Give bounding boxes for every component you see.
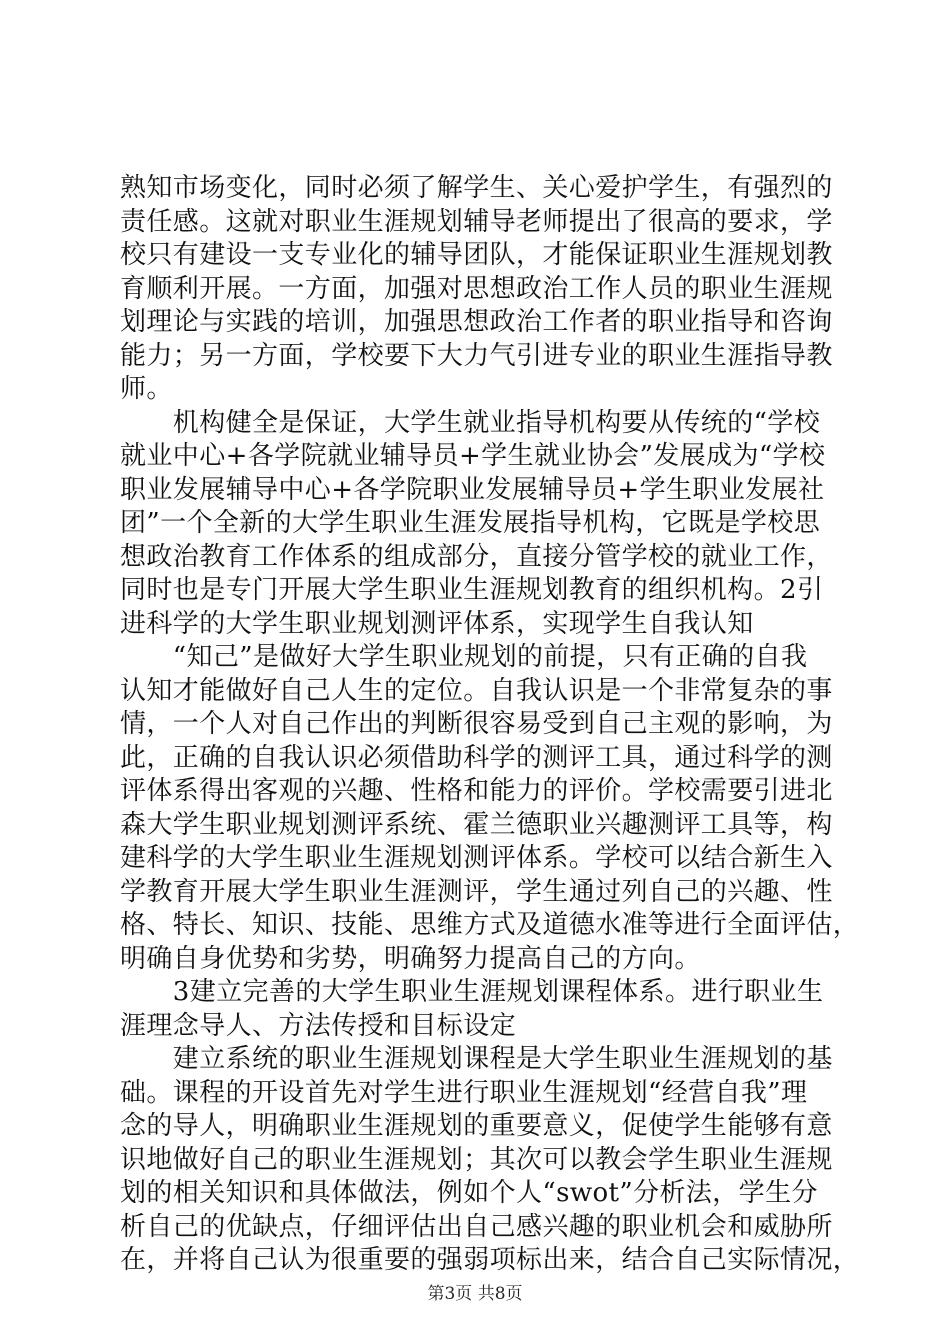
text-line: 校只有建设一支专业化的辅导团队，才能保证职业生涯规划教 bbox=[120, 240, 833, 270]
text-line: 建科学的大学生职业生涯规划测评体系。学校可以结合新生入 bbox=[120, 843, 833, 873]
text-line: 3建立完善的大学生职业生涯规划课程体系。进行职业生 bbox=[120, 977, 824, 1007]
text-line: 责任感。这就对职业生涯规划辅导老师提出了很高的要求，学 bbox=[120, 206, 833, 237]
text-line: 在，并将自己认为很重要的强弱项标出来，结合自己实际情况， bbox=[120, 1245, 860, 1275]
text-line: 识地做好自己的职业生涯规划；其次可以教会学生职业生涯规 bbox=[120, 1144, 833, 1175]
text-line: 析自己的优缺点，仔细评估出自己感兴趣的职业机会和威胁所 bbox=[120, 1211, 833, 1242]
text-line: 就业中心+各学院就业辅导员+学生就业协会”发展成为“学校 bbox=[120, 441, 826, 471]
text-line: 情，一个人对自己作出的判断很容易受到自己主观的影响，为 bbox=[120, 709, 833, 739]
text-line: 格、特长、知识、技能、思维方式及道德水准等进行全面评估， bbox=[120, 910, 860, 940]
text-line: 想政治教育工作体系的组成部分，直接分管学校的就业工作， bbox=[120, 541, 833, 572]
text-line: 进科学的大学生职业规划测评体系，实现学生自我认知 bbox=[120, 608, 754, 639]
text-line: 机构健全是保证，大学生就业指导机构要从传统的“学校 bbox=[120, 407, 821, 438]
text-line: “知己”是做好大学生职业规划的前提，只有正确的自我 bbox=[120, 642, 808, 672]
text-line: 育顺利开展。一方面，加强对思想政治工作人员的职业生涯规 bbox=[120, 273, 833, 304]
text-line: 熟知市场变化，同时必须了解学生、关心爱护学生，有强烈的 bbox=[120, 173, 833, 203]
text-line: 森大学生职业规划测评系统、霍兰德职业兴趣测评工具等，构 bbox=[120, 809, 833, 840]
text-line: 明确自身优势和劣势，明确努力提高自己的方向。 bbox=[120, 943, 701, 974]
text-line: 念的导人，明确职业生涯规划的重要意义，促使学生能够有意 bbox=[120, 1111, 833, 1141]
text-line: 评体系得出客观的兴趣、性格和能力的评价。学校需要引进北 bbox=[120, 776, 833, 806]
text-line: 团”一个全新的大学生职业生涯发展指导机构，它既是学校思 bbox=[120, 508, 821, 538]
text-line: 职业发展辅导中心+各学院职业发展辅导员+学生职业发展社 bbox=[120, 474, 825, 505]
page-number: 第3页 共8页 bbox=[427, 1284, 523, 1304]
text-line: 师。 bbox=[120, 374, 173, 404]
body-text bbox=[120, 172, 860, 1278]
text-line: 此，正确的自我认识必须借助科学的测评工具，通过科学的测 bbox=[120, 742, 833, 773]
text-line: 涯理念导人、方法传授和目标设定 bbox=[120, 1010, 517, 1041]
text-line: 划理论与实践的培训，加强思想政治工作者的职业指导和咨询 bbox=[120, 307, 833, 337]
text-line: 能力；另一方面，学校要下大力气引进专业的职业生涯指导教 bbox=[120, 340, 833, 371]
text-line: 础。课程的开设首先对学生进行职业生涯规划“经营自我”理 bbox=[120, 1077, 808, 1108]
text-line: 划的相关知识和具体做法，例如个人“swot”分析法，学生分 bbox=[120, 1178, 818, 1208]
text-line: 建立系统的职业生涯规划课程是大学生职业生涯规划的基 bbox=[120, 1044, 833, 1074]
text-line: 学教育开展大学生职业生涯测评，学生通过列自己的兴趣、性 bbox=[120, 876, 833, 907]
text-line: 同时也是专门开展大学生职业生涯规划教育的组织机构。2引 bbox=[120, 575, 824, 605]
text-line: 认知才能做好自己人生的定位。自我认识是一个非常复杂的事 bbox=[120, 675, 833, 706]
